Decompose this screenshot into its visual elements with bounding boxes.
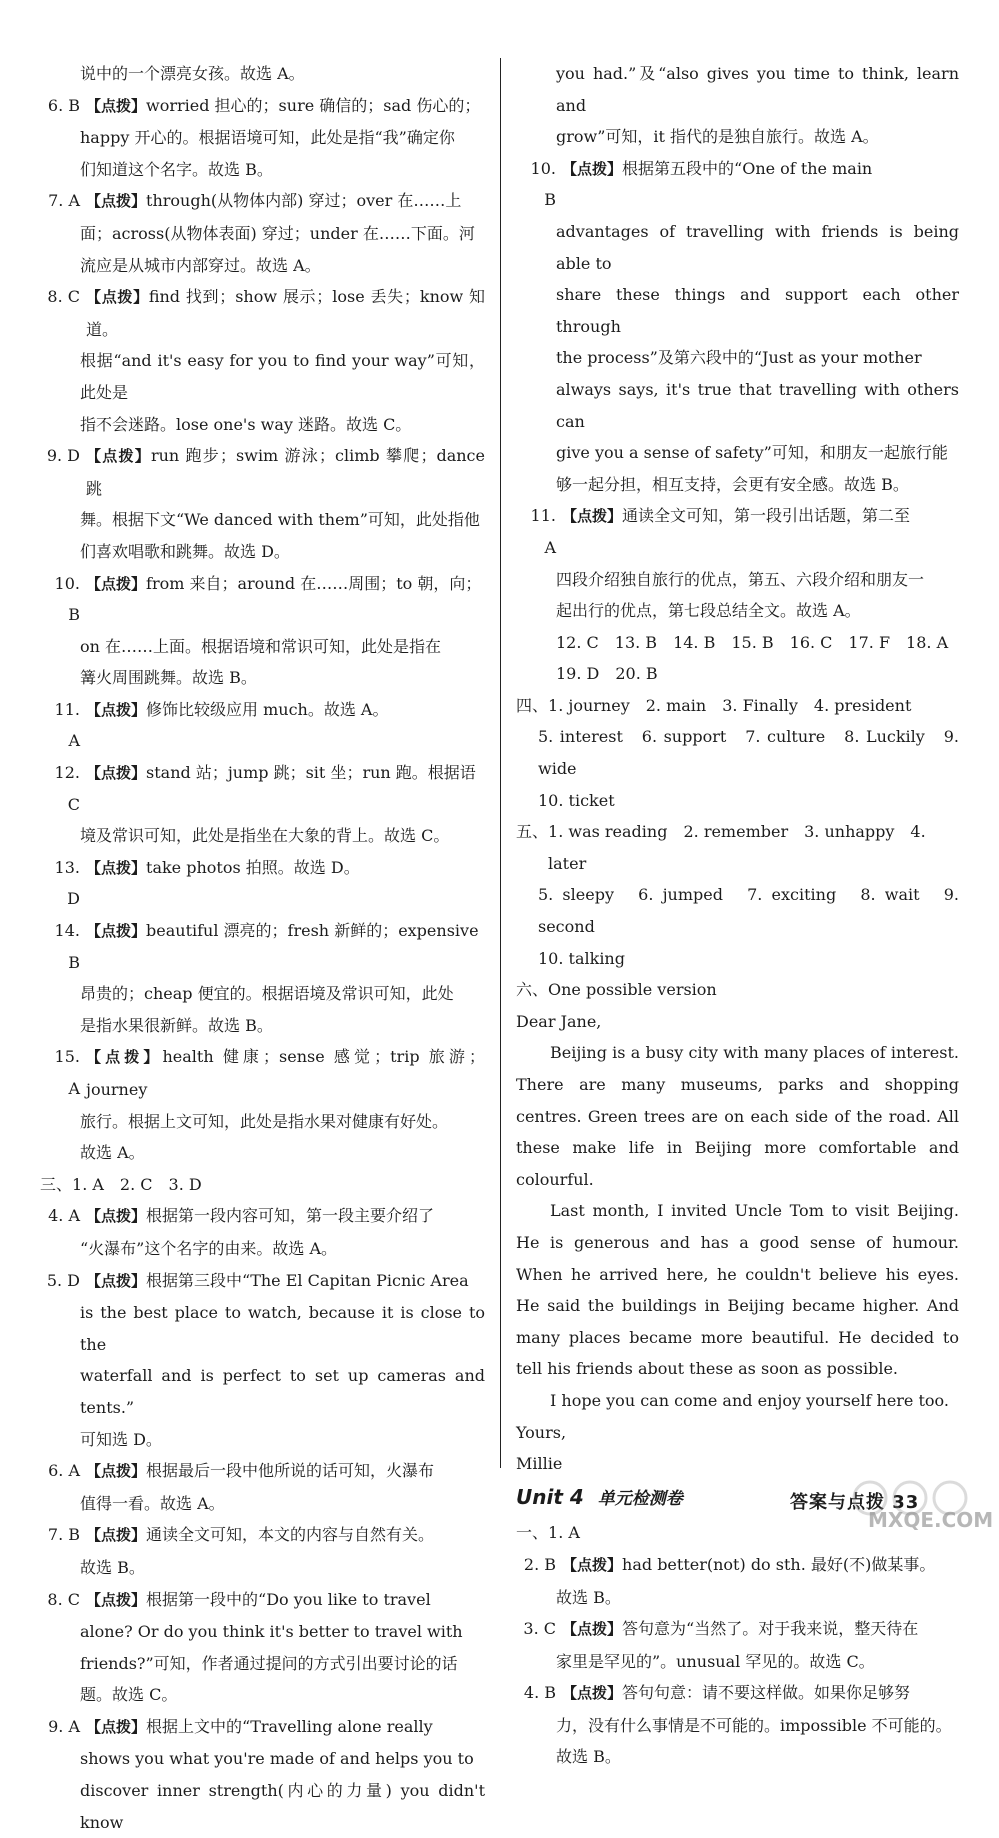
- answer-line: shows you what you're made of and helps you to: [80, 1749, 474, 1769]
- answer-body: [562, 500, 959, 563]
- answer-line: find 找到；show 展示；lose 丢失；know 知道。: [86, 287, 485, 339]
- answer-body: [86, 185, 485, 218]
- hint-tag: 【点拨】: [562, 1555, 623, 1574]
- answer-body: [562, 1613, 959, 1646]
- hint-tag: 【点拨】: [562, 507, 623, 526]
- section-4: [516, 690, 959, 722]
- answer-item: [40, 852, 485, 915]
- section-3-answer-list: [40, 1200, 485, 1838]
- answer-first-line: [516, 1549, 959, 1582]
- answer-line: stand 站；jump 跳；sit 坐；run 跑。根据语: [146, 763, 476, 783]
- hint-tag: 【点拨】: [86, 1271, 147, 1290]
- answer-body: [86, 915, 485, 978]
- answer-line: from 来自；around 在……周围；to 朝，向；: [146, 573, 482, 593]
- answer-line: 通读全文可知，本文的内容与自然有关。: [146, 1525, 435, 1545]
- left-column: [40, 58, 485, 1838]
- answer-line: 答句句意：请不要这样做。如果你足够努: [622, 1683, 911, 1703]
- section-4-line-2: 5. interest 6. support 7. culture 8. Luckily 9. wide: [538, 727, 959, 779]
- answer-first-line: [40, 440, 485, 504]
- right-answer-list: [516, 153, 959, 627]
- section-5-line-2: 5. sleepy 6. jumped 7. exciting 8. wait 9. second: [538, 885, 959, 937]
- answer-first-line: [40, 90, 485, 123]
- answer-number: 3. C: [523, 1619, 556, 1639]
- hint-tag: 【点拨】: [562, 1684, 623, 1703]
- hint-tag: 【点拨】: [86, 288, 149, 307]
- answer-line: 根据第一段中的“Do you like to travel: [146, 1589, 431, 1609]
- answer-item: [40, 915, 485, 1041]
- answer-first-line: [40, 1455, 485, 1488]
- answer-number: 11. A: [530, 506, 556, 557]
- answer-item: [40, 1455, 485, 1519]
- answer-item: [40, 440, 485, 567]
- answer-line: 昂贵的；cheap 便宜的。根据语境及常识可知，此处: [80, 984, 454, 1004]
- answer-line: 题。故选 C。: [80, 1685, 178, 1705]
- answer-body: [86, 694, 485, 757]
- unit-section-1-label: 一、: [516, 1523, 549, 1543]
- answer-body: [86, 440, 485, 504]
- answer-line: had better(not) do sth. 最好(不)做某事。: [622, 1554, 936, 1574]
- hint-tag: 【点拨】: [86, 447, 151, 466]
- answer-line: 答句意为“当然了。对于我来说，整天待在: [622, 1619, 919, 1639]
- answer-line: 是指水果很新鲜。故选 B。: [80, 1015, 273, 1035]
- unit-subtitle: 单元检测卷: [597, 1488, 683, 1509]
- answer-line: waterfall and is perfect to set up cameras and tents.”: [80, 1366, 485, 1417]
- answer-line: 篝火周围跳舞。故选 B。: [80, 668, 257, 688]
- answer-number: 5. D: [46, 1270, 80, 1290]
- answer-line: through(从物体内部) 穿过；over 在……上: [146, 191, 462, 211]
- answer-number: 15. A: [54, 1047, 80, 1098]
- answer-first-line: [40, 1200, 485, 1233]
- answer-body: [86, 852, 485, 915]
- answer-first-line: [40, 568, 485, 631]
- answer-item: [516, 500, 959, 626]
- section-5-line-1: 1. was reading 2. remember 3. unhappy 4. later: [548, 822, 926, 873]
- answer-first-line: [40, 1711, 485, 1744]
- answer-line: 指不会迷路。lose one's way 迷路。故选 C。: [80, 414, 412, 434]
- answer-line: health 健康；sense 感觉；trip 旅游；journey: [86, 1047, 485, 1099]
- answer-line: 家里是罕见的”。unusual 罕见的。故选 C。: [556, 1651, 875, 1671]
- hint-tag: 【点拨】: [86, 764, 147, 783]
- hint-tag: 【点拨】: [86, 1526, 147, 1545]
- hint-tag: 【点拨】: [86, 1717, 147, 1736]
- hint-tag: 【点拨】: [86, 922, 147, 941]
- answer-item: [516, 153, 959, 501]
- letter-paragraph-3: I hope you can come and enjoy yourself here too.: [550, 1390, 949, 1410]
- answer-number: 8. C: [47, 287, 80, 307]
- left-answer-list: [40, 90, 485, 1169]
- hint-tag: 【点拨】: [562, 159, 623, 178]
- answer-item: [516, 1549, 959, 1613]
- answer-item: [516, 1677, 959, 1773]
- answer-body: [562, 1549, 959, 1582]
- answer-line: discover inner strength(内心的力量) you didn't know: [80, 1781, 485, 1832]
- hint-tag: 【点拨】: [86, 574, 147, 593]
- answer-number: 8. C: [47, 1589, 80, 1609]
- answer-item: [40, 1200, 485, 1264]
- answer-number: 10. B: [530, 158, 556, 210]
- answer-line: happy 开心的。根据语境可知，此处是指“我”确定你: [80, 128, 455, 148]
- answer-line: 们喜欢唱歌和跳舞。故选 D。: [80, 541, 290, 561]
- answer-line: 四段介绍独自旅行的优点，第五、六段介绍和朋友一: [556, 569, 925, 589]
- answer-body: [86, 757, 485, 820]
- answer-first-line: [40, 694, 485, 757]
- answer-body: [86, 1584, 485, 1617]
- answer-number: 14. B: [54, 921, 80, 972]
- answer-line: beautiful 漂亮的；fresh 新鲜的；expensive: [146, 921, 479, 941]
- answer-first-line: [40, 757, 485, 820]
- answer-item: [40, 694, 485, 757]
- answer-line: 故选 B。: [80, 1557, 145, 1577]
- answer-line: share these things and support each other through: [556, 285, 959, 336]
- answer-number: 7. A: [48, 191, 80, 211]
- answer-body: [86, 1200, 485, 1233]
- answer-line: 可知选 D。: [80, 1429, 162, 1449]
- answer-item: [516, 1613, 959, 1677]
- answer-line: alone? Or do you think it's better to travel with: [80, 1622, 463, 1642]
- column-divider: [500, 58, 501, 1468]
- answer-item: [40, 1041, 485, 1168]
- answers-row-a: 12. C 13. B 14. B 15. B 16. C 17. F 18. A: [556, 632, 949, 652]
- answer-line: 境及常识可知，此处是指坐在大象的背上。故选 C。: [80, 826, 450, 846]
- answer-number: 10. B: [54, 573, 80, 625]
- answer-line: is the best place to watch, because it is close to the: [80, 1303, 485, 1354]
- unit-title: Unit 4: [516, 1484, 584, 1509]
- answer-first-line: [40, 1265, 485, 1298]
- answer-body: [86, 568, 485, 631]
- answer-line: 根据最后一段中他所说的话可知，火瀑布: [146, 1461, 435, 1481]
- answer-line: take photos 拍照。故选 D。: [146, 857, 360, 877]
- answer-first-line: [40, 1041, 485, 1105]
- answer-number: 6. A: [48, 1461, 80, 1481]
- sample-letter: [516, 1006, 959, 1480]
- answer-first-line: [40, 915, 485, 978]
- answer-line: the process”及第六段中的“Just as your mother: [556, 348, 922, 368]
- answer-body: [86, 281, 485, 345]
- answer-line: 通读全文可知，第一段引出话题，第二至: [622, 506, 911, 526]
- section-5: [516, 816, 959, 879]
- answer-line: run 跑步；swim 游泳；climb 攀爬；dance 跳: [86, 446, 485, 498]
- unit-section-1-first: 1. A: [548, 1523, 580, 1543]
- answer-line: advantages of travelling with friends is being able to: [556, 221, 959, 273]
- answer-first-line: [40, 281, 485, 345]
- answer-line: 力，没有什么事情是不可能的。impossible 不可能的。: [556, 1715, 952, 1735]
- answer-first-line: [40, 185, 485, 218]
- answer-body: [86, 1265, 485, 1298]
- letter-paragraph-1: Beijing is a busy city with many places of interest. There are many museums, parks and shopping centres. Green trees are on each side of the road. All these make life in Beijing more comfortable and colourful.: [516, 1043, 959, 1189]
- hint-tag: 【点拨】: [86, 1590, 147, 1609]
- answer-line: friends?”可知，作者通过提问的方式引出要讨论的话: [80, 1653, 458, 1673]
- hint-tag: 【点拨】: [86, 858, 147, 877]
- section-5-label: 五、: [516, 822, 549, 842]
- answer-line: 舞。根据下文“We danced with them”可知，此处指他: [80, 510, 480, 530]
- section-4-line-3: 10. ticket: [538, 790, 615, 810]
- answer-first-line: [516, 1677, 959, 1710]
- answer-item: [40, 1265, 485, 1456]
- section-3-label: 三、: [40, 1174, 73, 1194]
- letter-paragraph-2: Last month, I invited Uncle Tom to visit Beijing. He is generous and has a good sense of humour. When he arrived here, he couldn't believe his eyes. He said the buildings in Beijing became higher. And many places became more beautiful. He decided to tell his friends about these as soon as possible.: [516, 1201, 959, 1379]
- answer-item: [40, 1519, 485, 1583]
- answer-line: on 在……上面。根据语境和常识可知，此处是指在: [80, 636, 442, 656]
- answer-number: 4. A: [48, 1206, 80, 1226]
- continued-line-2: grow”可知，it 指代的是独自旅行。故选 A。: [556, 127, 879, 147]
- hint-tag: 【点拨】: [86, 96, 147, 115]
- answer-body: [562, 153, 959, 216]
- answer-item: [40, 568, 485, 694]
- answer-line: 们知道这个名字。故选 B。: [80, 159, 273, 179]
- answer-body: [86, 90, 485, 123]
- answer-line: worried 担心的；sure 确信的；sad 伤心的；: [146, 95, 481, 115]
- answer-item: [40, 1711, 485, 1838]
- answer-first-line: [516, 153, 959, 216]
- hint-tag: 【点拨】: [86, 1207, 147, 1226]
- answer-line: 面；across(从物体表面) 穿过；under 在……下面。河: [80, 223, 475, 243]
- section-3-first: 1. A 2. C 3. D: [72, 1174, 202, 1194]
- answer-item: [40, 757, 485, 852]
- letter-signature: Millie: [516, 1454, 563, 1474]
- answer-body: [86, 1455, 485, 1488]
- answer-line: 故选 A。: [80, 1143, 145, 1163]
- answer-number: 12. C: [54, 763, 80, 814]
- section-6-heading: 六、One possible version: [516, 980, 717, 1000]
- hint-tag: 【点拨】: [86, 1462, 147, 1481]
- answer-line: 故选 B。: [556, 1747, 621, 1767]
- hint-tag: 【点拨】: [562, 1620, 623, 1639]
- answer-line: 根据第五段中的“One of the main: [622, 158, 873, 178]
- answer-line: give you a sense of safety”可知，和朋友一起旅行能: [556, 443, 948, 463]
- answer-line: 根据第一段内容可知，第一段主要介绍了: [146, 1206, 435, 1226]
- section-4-line-1: 1. journey 2. main 3. Finally 4. president: [548, 695, 912, 715]
- answer-item: [40, 1584, 485, 1711]
- answer-line: 根据第三段中“The El Capitan Picnic Area: [146, 1270, 469, 1290]
- answer-number: 13. D: [54, 857, 80, 909]
- answer-line: 够一起分担，相互支持，会更有安全感。故选 B。: [556, 474, 909, 494]
- answer-number: 7. B: [47, 1525, 80, 1545]
- answer-item: [40, 281, 485, 440]
- intro-line: 说中的一个漂亮女孩。故选 A。: [80, 64, 305, 83]
- answer-line: 根据上文中的“Travelling alone really: [146, 1716, 433, 1736]
- section-3-header: [40, 1169, 485, 1201]
- answer-first-line: [40, 1584, 485, 1617]
- continued-line-1: you had.”及“also gives you time to think, learn and: [556, 64, 959, 115]
- answer-body: [86, 1711, 485, 1744]
- answer-line: 起出行的优点，第七段总结全文。故选 A。: [556, 601, 861, 621]
- footer-label: 答案与点拨: [790, 1492, 885, 1513]
- page-number: 33: [892, 1492, 920, 1513]
- answer-first-line: [516, 1613, 959, 1646]
- section-4-label: 四、: [516, 695, 549, 715]
- answer-line: 流应是从城市内部穿过。故选 A。: [80, 255, 321, 275]
- answer-line: 旅行。根据上文可知，此处是指水果对健康有好处。: [80, 1111, 449, 1131]
- answer-line: 修饰比较级应用 much。故选 A。: [146, 699, 389, 719]
- hint-tag: 【点拨】: [86, 192, 147, 211]
- answer-line: “火瀑布”这个名字的由来。故选 A。: [80, 1238, 338, 1258]
- watermark-text: MXQE.COM: [868, 1508, 994, 1532]
- hint-tag: 【点拨】: [86, 700, 147, 719]
- answer-first-line: [40, 852, 485, 915]
- answer-number: 6. B: [47, 95, 80, 115]
- answer-line: always says, it's true that travelling with others can: [556, 379, 959, 431]
- answers-row-b: 19. D 20. B: [556, 664, 658, 684]
- answer-line: 故选 B。: [556, 1587, 621, 1607]
- answer-item: [40, 90, 485, 186]
- answer-line: 根据“and it's easy for you to find your way”可知，此处是: [80, 351, 485, 402]
- answer-number: 9. A: [48, 1716, 80, 1736]
- answer-body: [562, 1677, 959, 1710]
- answer-first-line: [516, 500, 959, 563]
- answer-number: 9. D: [46, 446, 80, 466]
- unit-answer-list: [516, 1549, 959, 1773]
- answer-number: 2. B: [523, 1554, 556, 1574]
- letter-closing: Yours,: [516, 1422, 567, 1442]
- hint-tag: 【点拨】: [86, 1048, 163, 1067]
- letter-greeting: Dear Jane,: [516, 1011, 602, 1031]
- answer-number: 11. A: [54, 699, 80, 751]
- answer-number: 4. B: [523, 1683, 556, 1703]
- answer-body: [86, 1041, 485, 1105]
- answer-line: 值得一看。故选 A。: [80, 1493, 225, 1513]
- answer-item: [40, 185, 485, 281]
- section-5-line-3: 10. talking: [538, 948, 625, 968]
